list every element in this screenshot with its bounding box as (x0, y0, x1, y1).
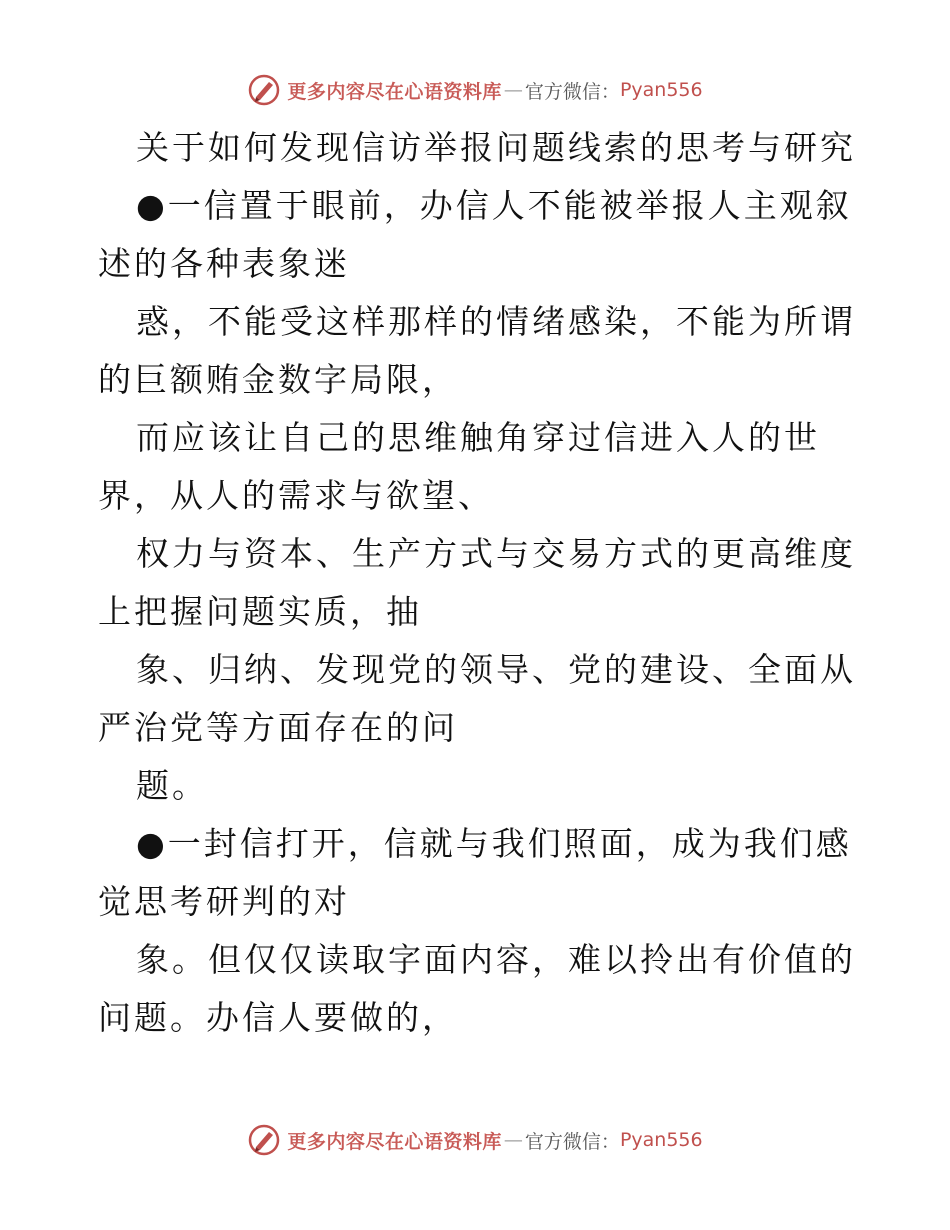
banner-dash: — (503, 79, 523, 101)
red-pen-logo-icon (247, 73, 281, 107)
banner-wechat-id: Pyan556 (619, 79, 703, 101)
banner-wechat-id: Pyan556 (619, 1129, 703, 1151)
banner-dash: — (503, 1129, 523, 1151)
paragraph: 象、归纳、发现党的领导、党的建设、全面从严治党等方面存在的问 (98, 650, 856, 747)
banner-brand-text: 更多内容尽在心语资料库 (287, 80, 502, 103)
document-body (98, 119, 858, 1047)
paragraph: 权力与资本、生产方式与交易方式的更高维度上把握问题实质，抽 (98, 534, 856, 631)
red-pen-logo-icon (247, 1123, 281, 1157)
paragraph: 而应该让自己的思维触角穿过信进入人的世界，从人的需求与欲望、 (98, 418, 820, 515)
banner-brand-text: 更多内容尽在心语资料库 (287, 1130, 502, 1153)
document-title: 关于如何发现信访举报问题线索的思考与研究 (136, 128, 856, 167)
paragraph: 象。但仅仅读取字面内容，难以拎出有价值的问题。办信人要做的， (98, 940, 856, 1037)
paragraph: ●一信置于眼前，办信人不能被举报人主观叙述的各种表象迷 (98, 186, 852, 283)
footer-banner (0, 1120, 950, 1160)
paragraph: ●一封信打开，信就与我们照面，成为我们感觉思考研判的对 (98, 824, 852, 921)
paragraph: 惑，不能受这样那样的情绪感染，不能为所谓的巨额贿金数字局限， (98, 302, 856, 399)
paragraph: 题。 (136, 766, 208, 805)
banner-wechat-label: 官方微信： (524, 1130, 620, 1153)
banner-wechat-label: 官方微信： (524, 80, 620, 103)
header-banner (0, 70, 950, 110)
